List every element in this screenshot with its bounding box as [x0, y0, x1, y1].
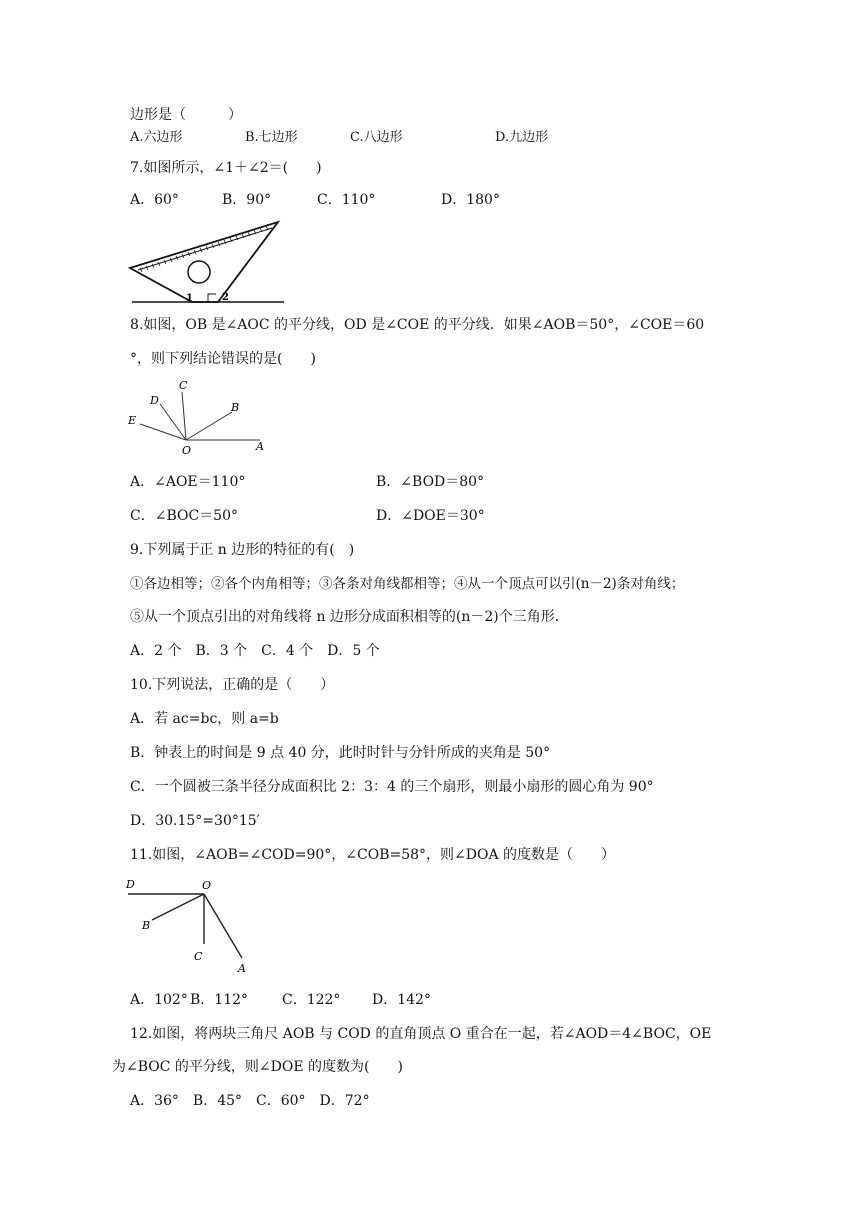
q11-label-b: B	[142, 919, 151, 932]
q9-statement-line2: ⑤从一个顶点引出的对角线将 n 边形分成面积相等的(n－2)个三角形．	[130, 609, 569, 625]
q11-option-b: B．112°	[190, 992, 249, 1008]
q9-statement-line1: ①各边相等；②各个内角相等；③各条对角线都相等；④从一个顶点可以引(n－2)条对角线；	[130, 576, 685, 592]
q6-option-c: C.八边形	[350, 130, 403, 145]
q8-stem-line1: 8.如图，OB 是∠AOC 的平分线，OD 是∠COE 的平分线．如果∠AOB＝50°，∠COE＝60	[130, 317, 705, 333]
q8-label-e: E	[128, 414, 137, 427]
q8-label-d: D	[150, 394, 159, 407]
q7-option-d: D．180°	[441, 192, 500, 208]
q8-label-o: O	[182, 444, 192, 457]
q7-option-b: B．90°	[222, 192, 272, 208]
q12-options: A．36° B．45° C．60° D．72°	[130, 1093, 370, 1109]
q8-option-b: B．∠BOD＝80°	[376, 474, 485, 490]
q8-label-b: B	[231, 401, 240, 414]
q12-stem-line1: 12.如图，将两块三角尺 AOB 与 COD 的直角顶点 O 重合在一起，若∠AOD＝4∠BOC，OE	[130, 1026, 712, 1042]
q11-option-c: C．122°	[282, 992, 341, 1008]
q8-label-c: C	[179, 379, 188, 392]
q10-option-d: D．30.15°=30°15′	[130, 813, 260, 829]
q7-triangle-ruler-figure	[126, 216, 288, 308]
q11-label-d: D	[126, 878, 135, 891]
q11-label-a: A	[238, 962, 246, 975]
q9-options: A．2 个 B．3 个 C．4 个 D．5 个	[130, 643, 380, 659]
q6-option-a: A.六边形	[130, 130, 183, 145]
q9-stem: 9.下列属于正 n 边形的特征的有( )	[130, 542, 355, 558]
q8-option-d: D．∠DOE＝30°	[376, 508, 485, 524]
q10-option-c: C．一个圆被三条半径分成面积比 2：3：4 的三个扇形，则最小扇形的圆心角为 90°	[130, 779, 654, 795]
q7-angle-1-label: 1	[186, 293, 193, 304]
q8-label-a: A	[256, 440, 264, 453]
q10-option-a: A．若 ac=bc，则 a=b	[130, 711, 279, 727]
q8-angle-rays-figure	[124, 378, 268, 458]
q6-option-b: B.七边形	[245, 130, 298, 145]
q11-option-d: D．142°	[372, 992, 431, 1008]
q11-label-c: C	[194, 950, 203, 963]
q11-stem: 11.如图，∠AOB=∠COD=90°，∠COB=58°，则∠DOA 的度数是（ ）	[130, 847, 616, 863]
q7-angle-2-label: 2	[222, 292, 229, 303]
q7-stem: 7.如图所示，∠1＋∠2＝( )	[130, 160, 322, 176]
q8-stem-line2: °，则下列结论错误的是( )	[130, 351, 316, 367]
q7-option-a: A．60°	[130, 192, 179, 208]
q6-stem-tail: 边形是（ ）	[130, 107, 242, 123]
q6-option-d: D.九边形	[495, 130, 549, 145]
q10-option-b: B．钟表上的时间是 9 点 40 分，此时时针与分针所成的夹角是 50°	[130, 745, 551, 761]
q7-option-c: C．110°	[317, 192, 376, 208]
q12-stem-line2: 为∠BOC 的平分线，则∠DOE 的度数为( )	[112, 1059, 403, 1075]
q8-option-c: C．∠BOC＝50°	[130, 508, 238, 524]
q11-label-o: O	[202, 879, 212, 892]
q8-option-a: A．∠AOE＝110°	[130, 474, 246, 490]
q10-stem: 10.下列说法，正确的是（ ）	[130, 677, 335, 693]
q11-right-angles-figure	[122, 872, 258, 980]
q11-option-a: A．102°	[130, 992, 188, 1008]
